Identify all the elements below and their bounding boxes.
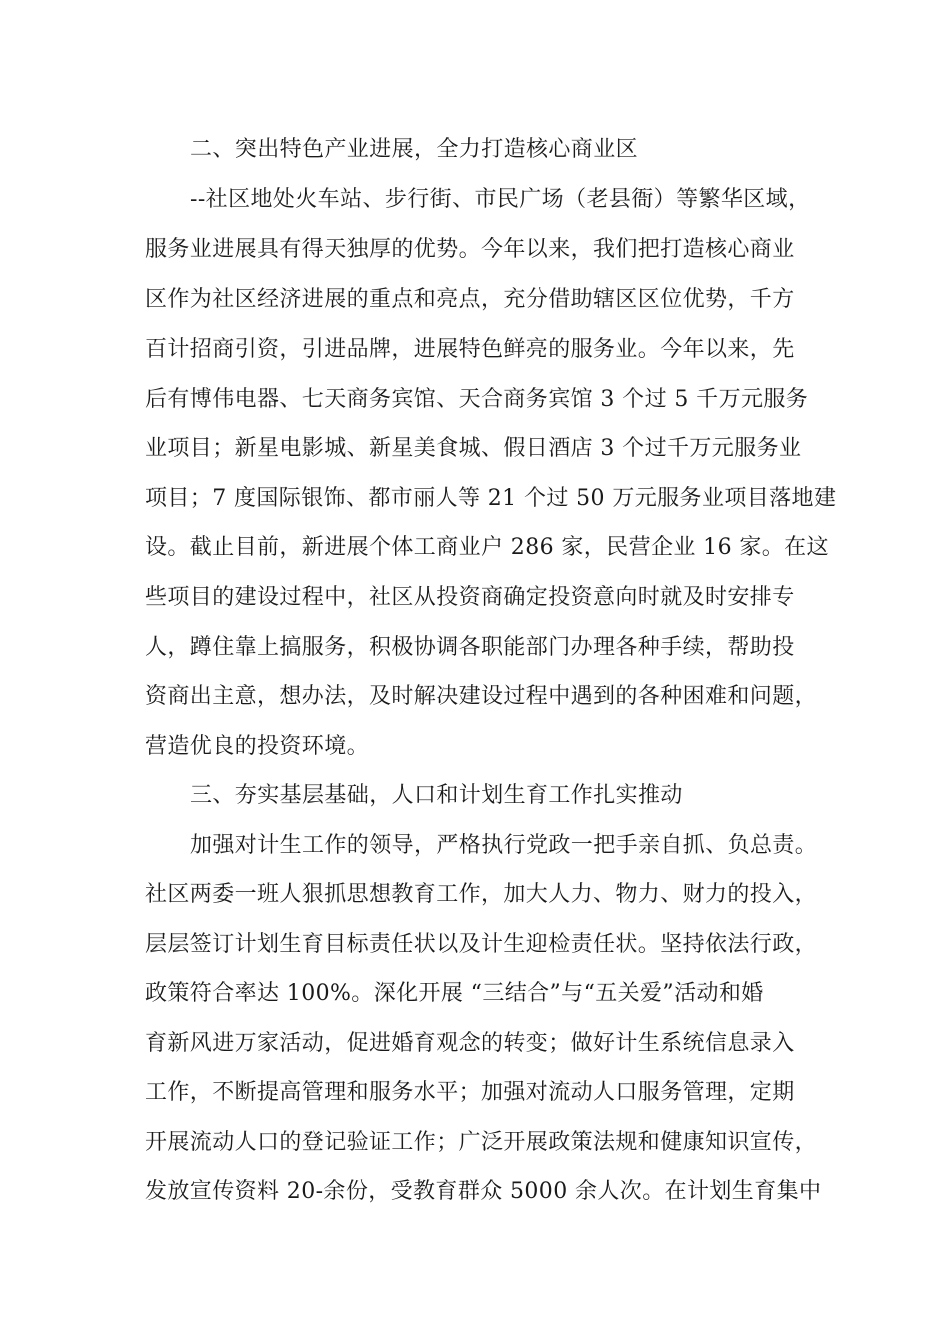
section-heading-2: 二、突出特色产业进展，全力打造核心商业区 [190, 137, 639, 162]
paragraph-line: 些项目的建设过程中，社区从投资商确定投资意向时就及时安排专 [145, 585, 795, 610]
paragraph-line: 层层签订计划生育目标责任状以及计生迎检责任状。坚持依法行政， [145, 932, 818, 957]
paragraph-line: --社区地处火车站、步行街、市民广场（老县衙）等繁华区域， [190, 187, 811, 212]
paragraph-line: 后有博伟电器、七天商务宾馆、天合商务宾馆 3 个过 5 千万元服务 [145, 387, 809, 412]
paragraph-line: 设。截止目前，新进展个体工商业户 286 家，民营企业 16 家。在这 [145, 535, 829, 560]
paragraph-line: 社区两委一班人狠抓思想教育工作，加大人力、物力、财力的投入， [145, 882, 818, 907]
paragraph-line: 政策符合率达 100%。深化开展 “三结合”与“五关爱”活动和婚 [145, 981, 764, 1006]
paragraph-line: 人，蹲住靠上搞服务，积极协调各职能部门办理各种手续，帮助投 [145, 635, 795, 660]
paragraph-line: 工作，不断提高管理和服务水平；加强对流动人口服务管理，定期 [145, 1080, 795, 1105]
paragraph-line: 育新风进万家活动，促进婚育观念的转变；做好计生系统信息录入 [145, 1031, 795, 1056]
paragraph-line: 区作为社区经济进展的重点和亮点，充分借助辖区区位优势，千方 [145, 287, 795, 312]
paragraph-line: 发放宣传资料 20-余份，受教育群众 5000 余人次。在计划生育集中 [145, 1179, 822, 1204]
paragraph-line: 加强对计生工作的领导，严格执行党政一把手亲自抓、负总责。 [190, 833, 818, 858]
paragraph-line: 项目；7 度国际银饰、都市丽人等 21 个过 50 万元服务业项目落地建 [145, 486, 837, 511]
section-heading-3: 三、夯实基层基础，人口和计划生育工作扎实推动 [190, 783, 683, 808]
paragraph-line: 营造优良的投资环境。 [145, 734, 370, 759]
paragraph-line: 开展流动人口的登记验证工作；广泛开展政策法规和健康知识宣传， [145, 1130, 818, 1155]
paragraph-line: 服务业进展具有得天独厚的优势。今年以来，我们把打造核心商业 [145, 237, 795, 262]
paragraph-line: 资商出主意，想办法，及时解决建设过程中遇到的各种困难和问题， [145, 684, 818, 709]
paragraph-line: 业项目；新星电影城、新星美食城、假日酒店 3 个过千万元服务业 [145, 436, 802, 461]
paragraph-line: 百计招商引资，引进品牌，进展特色鲜亮的服务业。今年以来，先 [145, 337, 795, 362]
